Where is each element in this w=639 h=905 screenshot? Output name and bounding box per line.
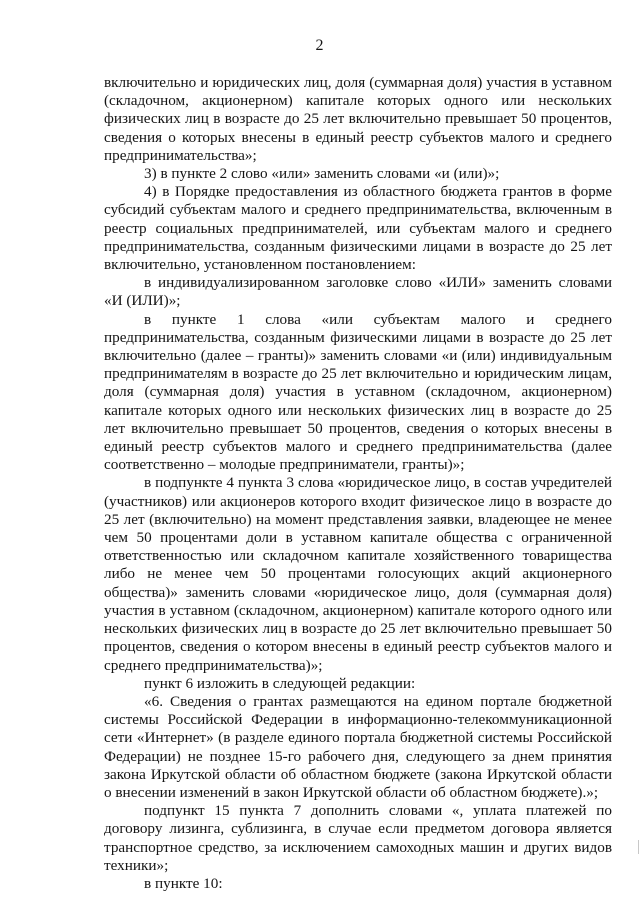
paragraph-continuation: включительно и юридических лиц, доля (суммарная доля) участия в уставном (складочном, акционерном) капитале которых одного или нескольких физических лиц в возрасте до 25 лет включительно превышает 50 процентов, сведения о которых внесены в единый реестр субъектов малого и среднего предпринимательства»; — [104, 74, 612, 164]
document-body — [104, 74, 612, 893]
paragraph-point-1: в пункте 1 слова «или субъектам малого и среднего предпринимательства, созданным физическими лицами в возрасте до 25 лет включительно (далее – гранты)» заменить словами «и (или) индивидуальным предпринимателям в возрасте до 25 лет включительно и юридическим лицам, доля (суммарная доля) участия в уставном (складочном, акционерном) капитале которых одного или нескольких физических лиц в возрасте до 25 лет включительно превышает 50 процентов, сведения о которых внесены в единый реестр субъектов малого и среднего предпринимательства (далее соответственно – молодые предприниматели, гранты)»; — [104, 310, 612, 474]
paragraph-point-6-intro: пункт 6 изложить в следующей редакции: — [144, 674, 416, 692]
paragraph-point-10: в пункте 10: — [144, 874, 223, 892]
paragraph-subpoint-15: подпункт 15 пункта 7 дополнить словами «, уплата платежей по договору лизинга, сублизинга, в случае если предметом договора является транспортное средство, за исключением самоходных машин и других видов техники»; — [104, 802, 612, 874]
paragraph-item-4: 4) в Порядке предоставления из областного бюджета грантов в форме субсидий субъектам малого и среднего предпринимательства, включенным в реестр социальных предпринимателей, или субъектам малого и среднего предпринимательства, созданным физическими лицами в возрасте до 25 лет включительно, установленном постановлением: — [104, 183, 612, 274]
paragraph-point-6-text: «6. Сведения о грантах размещаются на едином портале бюджетной системы Российской Федерации в информационно-телекоммуникационной сети «Интернет» (в разделе единого портала бюджетной системы Российской Федерации) не позднее 15-го рабочего дня, следующего за днем принятия закона Иркутской области об областном бюджете (закона Иркутской области о внесении изменений в закон Иркутской области об областном бюджете).»; — [104, 692, 612, 801]
page-number: 2 — [315, 37, 324, 54]
paragraph-item-3: 3) в пункте 2 слово «или» заменить словами «и (или)»; — [144, 165, 500, 183]
paragraph-subpoint-4: в подпункте 4 пункта 3 слова «юридическое лицо, в состав учредителей (участников) или акционеров которого входит физическое лицо в возрасте до 25 лет (включительно) на момент представления заявки, владеющее не менее чем 50 процентами доли в уставном капитале общества с ограниченной ответственностью или складочном капитале хозяйственного товарищества либо не менее чем 50 процентами голосующих акций акционерного общества)» заменить словами «юридическое лицо, доля (суммарная доля) участия в уставном (складочном, акционерном) капитале которого одного или нескольких физических лиц в возрасте до 25 лет включительно превышает 50 процентов, сведения о котором внесены в единый реестр субъектов малого и среднего предпринимательства)»; — [104, 474, 612, 674]
paragraph-title-change: в индивидуализированном заголовке слово «ИЛИ» заменить словами «И (ИЛИ)»; — [104, 274, 612, 310]
